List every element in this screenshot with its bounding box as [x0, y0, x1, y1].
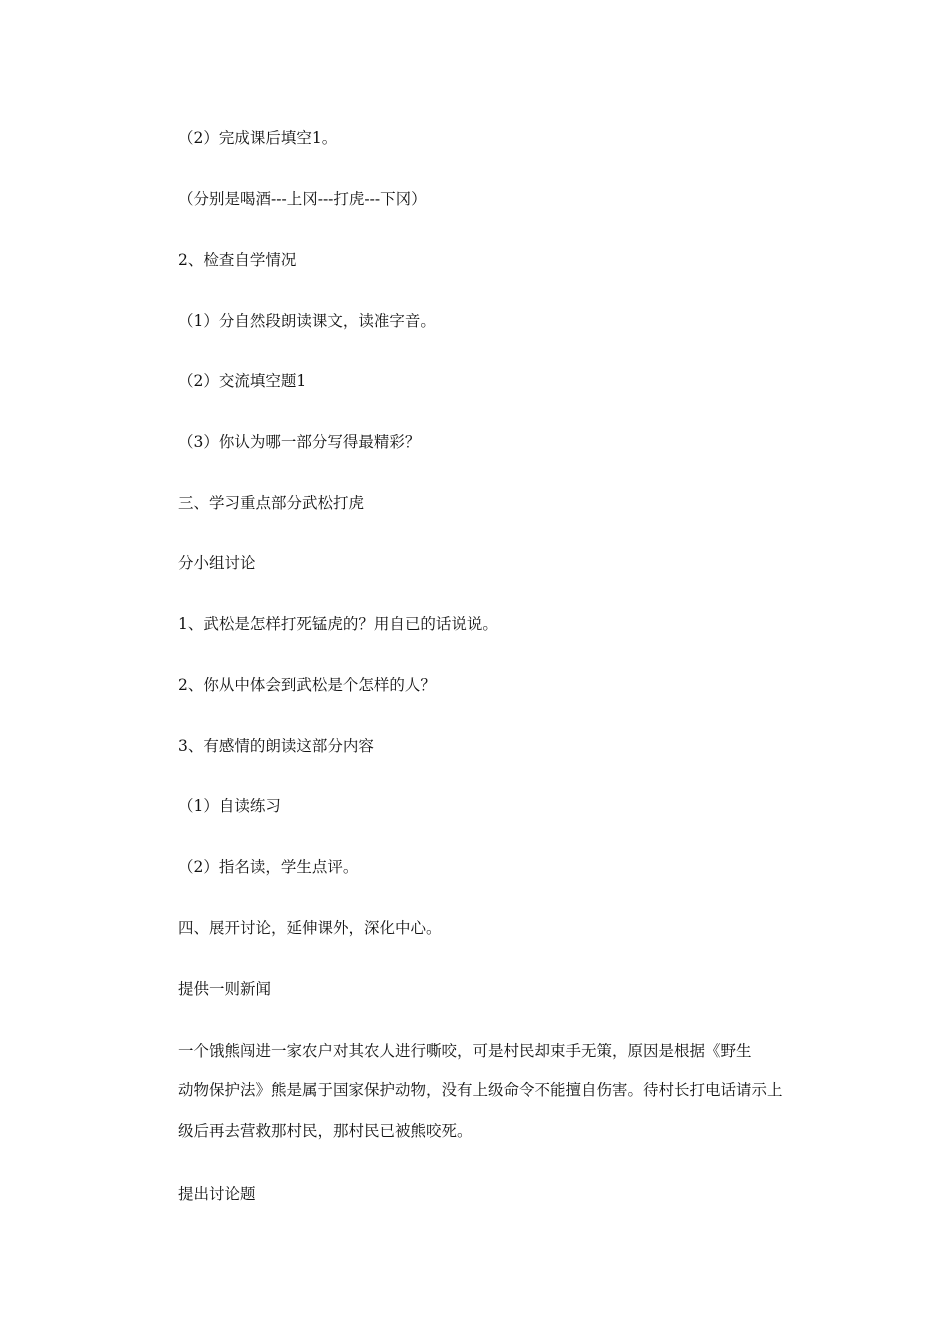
line-best-part-question: （3）你认为哪一部分写得最精彩？ [178, 433, 421, 451]
news-line-1: 一个饿熊闯进一家农户对其农人进行嘶咬，可是村民却束手无策，原因是根据《野生 [178, 1042, 752, 1060]
line-discussion-topic: 提出讨论题 [178, 1185, 256, 1203]
question-three: 3、有感情的朗读这部分内容 [178, 737, 374, 755]
news-line-2: 动物保护法》熊是属于国家保护动物，没有上级命令不能擅自伤害。待村长打电话请示上 [178, 1081, 783, 1099]
news-line-3: 级后再去营救那村民，那村民已被熊咬死。 [178, 1122, 473, 1140]
line-exchange-answers: （2）交流填空题1 [178, 372, 307, 390]
heading-section-three: 三、学习重点部分武松打虎 [178, 494, 365, 512]
line-named-reading: （2）指名读，学生点评。 [178, 858, 359, 876]
question-two: 2、你从中体会到武松是个怎样的人？ [178, 676, 436, 694]
line-provide-news: 提供一则新闻 [178, 980, 272, 998]
line-fill-blank: （2）完成课后填空1。 [178, 129, 338, 147]
line-self-reading: （1）自读练习 [178, 797, 281, 815]
heading-check-self-study: 2、检查自学情况 [178, 251, 297, 269]
line-group-discussion: 分小组讨论 [178, 554, 256, 572]
heading-section-four: 四、展开讨论，延伸课外，深化中心。 [178, 919, 442, 937]
line-read-aloud: （1）分自然段朗读课文，读准字音。 [178, 312, 436, 330]
line-answer-sequence: （分别是喝酒---上冈---打虎---下冈） [178, 190, 427, 208]
question-one: 1、武松是怎样打死锰虎的？用自已的话说说。 [178, 615, 498, 633]
